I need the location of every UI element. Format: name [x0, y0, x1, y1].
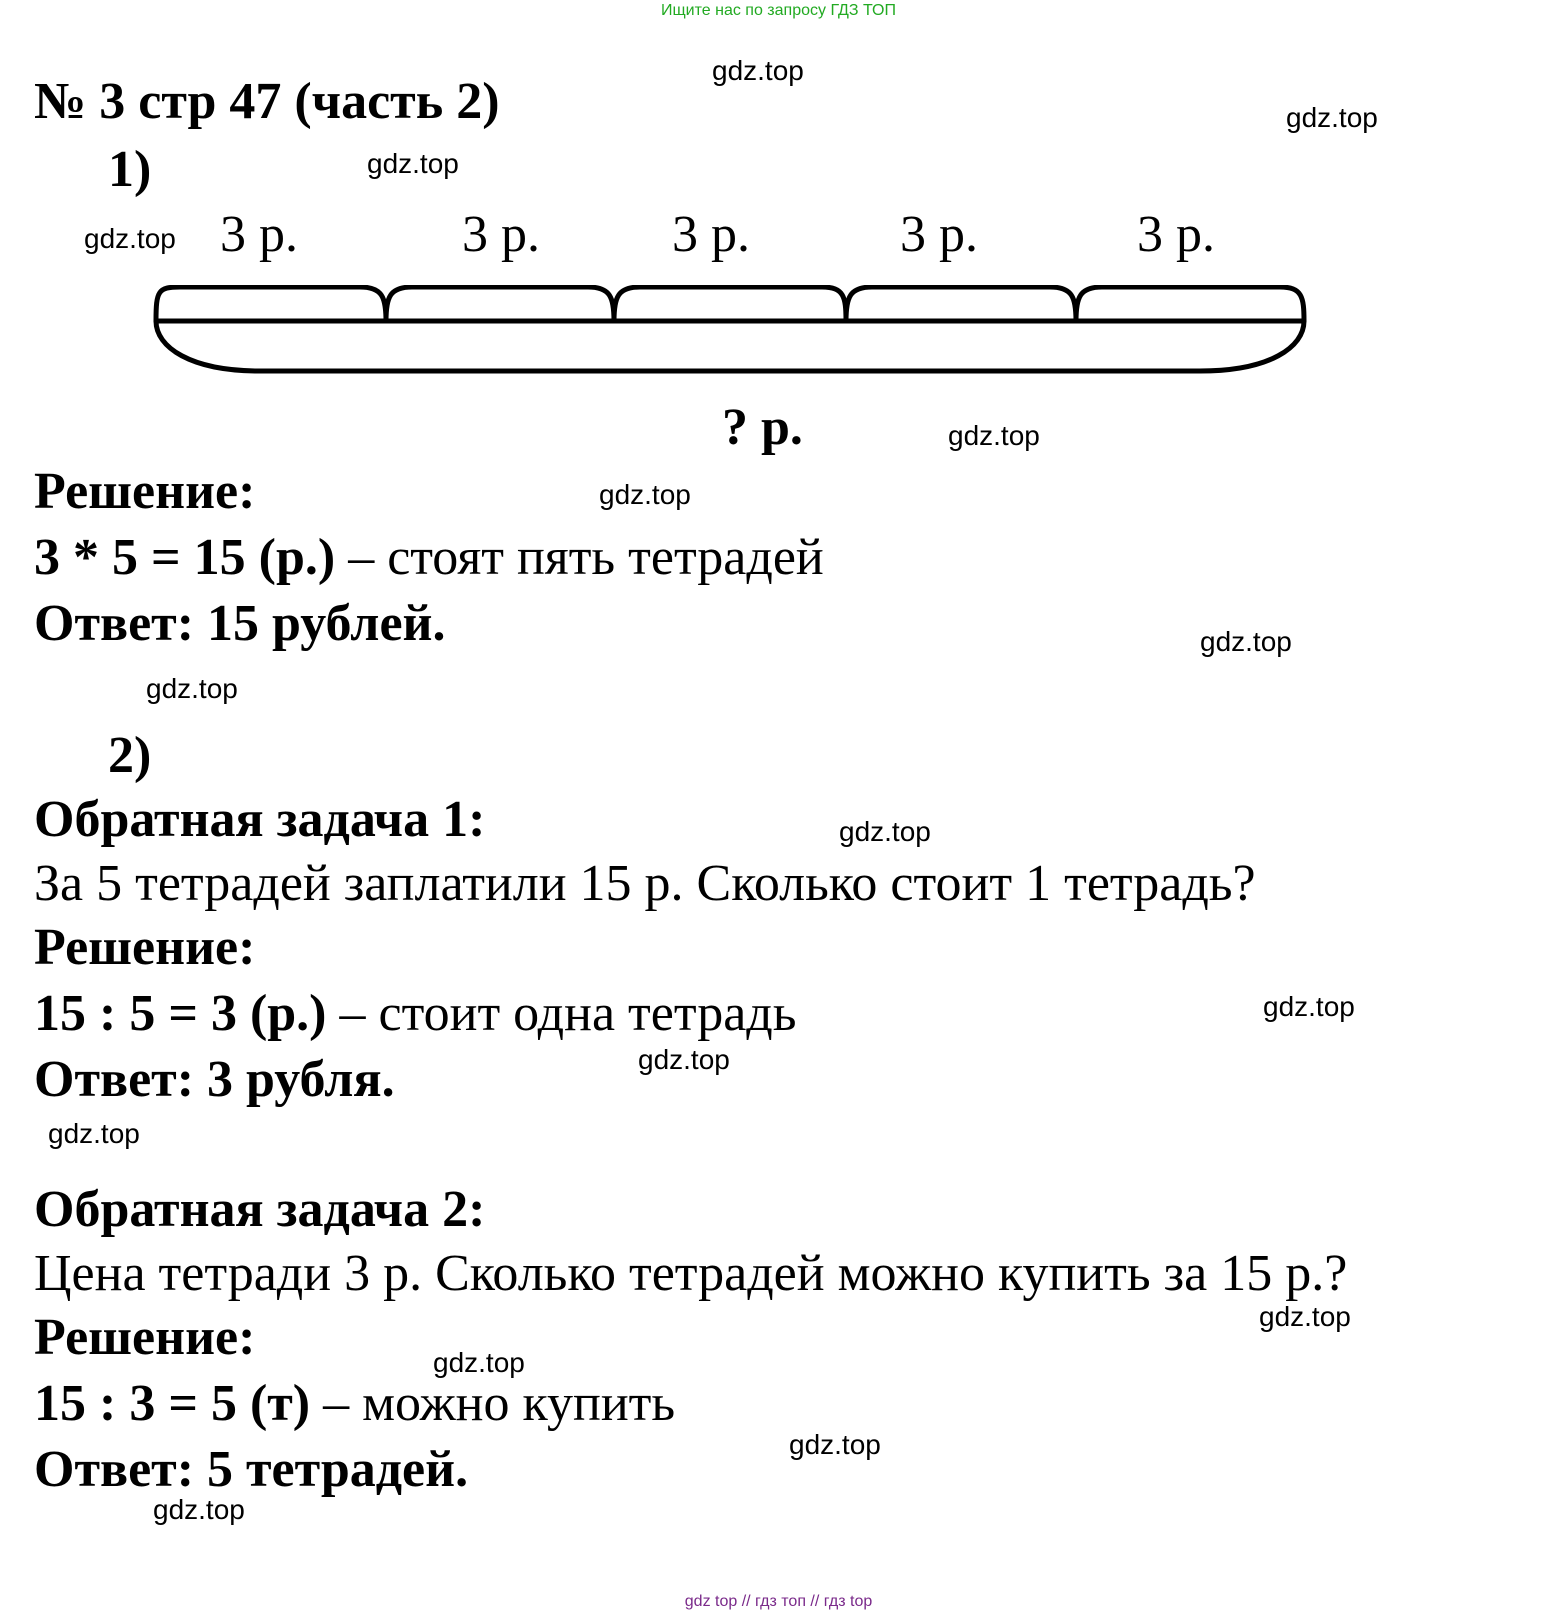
footer-links: gdz top // гдз топ // гдз top: [684, 1593, 873, 1610]
segment-label: 3 р.: [462, 206, 540, 263]
watermark: gdz.top: [48, 1118, 140, 1149]
segment-brace: [846, 287, 1076, 321]
answer: Ответ: 5 тетрадей.: [34, 1441, 469, 1498]
watermark: gdz.top: [1286, 102, 1378, 133]
watermark: gdz.top: [1200, 626, 1292, 657]
answer: Ответ: 3 рубля.: [34, 1051, 395, 1108]
watermark: gdz.top: [599, 479, 691, 510]
top-banner: Ищите нас по запросу ГДЗ ТОП: [661, 2, 896, 19]
solution-heading: Решение:: [34, 919, 256, 976]
total-label: ? р.: [722, 399, 803, 456]
watermark: gdz.top: [638, 1044, 730, 1075]
segment-label: 3 р.: [220, 206, 298, 263]
equation: 3 * 5 = 15 (р.): [34, 529, 336, 586]
watermark: gdz.top: [948, 420, 1040, 451]
equation-line: [34, 528, 824, 587]
watermark: gdz.top: [789, 1429, 881, 1460]
watermark: gdz.top: [84, 223, 176, 254]
total-brace: [156, 321, 1304, 371]
segment-label: 3 р.: [672, 206, 750, 263]
segment-label: 3 р.: [1137, 206, 1215, 263]
equation-text: – стоят пять тетрадей: [335, 529, 824, 586]
part-2-label: 2): [108, 727, 152, 784]
segment-brace: [156, 287, 386, 321]
part-1-label: 1): [108, 141, 152, 198]
equation: 15 : 3 = 5 (т): [34, 1375, 311, 1432]
page-title: № 3 стр 47 (часть 2): [34, 73, 500, 130]
watermark: gdz.top: [1263, 991, 1355, 1022]
watermark: gdz.top: [839, 816, 931, 847]
task-2-question: Цена тетради 3 р. Сколько тетрадей можно купить за 15 р.?: [34, 1245, 1348, 1302]
solution-heading: Решение:: [34, 1309, 256, 1366]
solution-heading: Решение:: [34, 463, 256, 520]
watermark: gdz.top: [146, 673, 238, 704]
segment-diagram: [150, 285, 1310, 377]
equation-text: – стоит одна тетрадь: [326, 985, 797, 1042]
equation: 15 : 5 = 3 (р.): [34, 985, 327, 1042]
segment-brace: [614, 287, 846, 321]
watermark: gdz.top: [712, 55, 804, 86]
equation-text: – можно купить: [310, 1375, 676, 1432]
segment-label: 3 р.: [900, 206, 978, 263]
watermark: gdz.top: [367, 148, 459, 179]
task-1-question: За 5 тетрадей заплатили 15 р. Сколько стоит 1 тетрадь?: [34, 855, 1256, 912]
equation-line: [34, 1374, 675, 1433]
watermark: gdz.top: [1259, 1301, 1351, 1332]
task-1-heading: Обратная задача 1:: [34, 791, 486, 848]
watermark: gdz.top: [433, 1347, 525, 1378]
equation-line: [34, 984, 796, 1043]
segment-brace: [386, 287, 614, 321]
watermark: gdz.top: [153, 1494, 245, 1525]
answer: Ответ: 15 рублей.: [34, 595, 446, 652]
segment-brace: [1076, 287, 1304, 321]
task-2-heading: Обратная задача 2:: [34, 1181, 486, 1238]
